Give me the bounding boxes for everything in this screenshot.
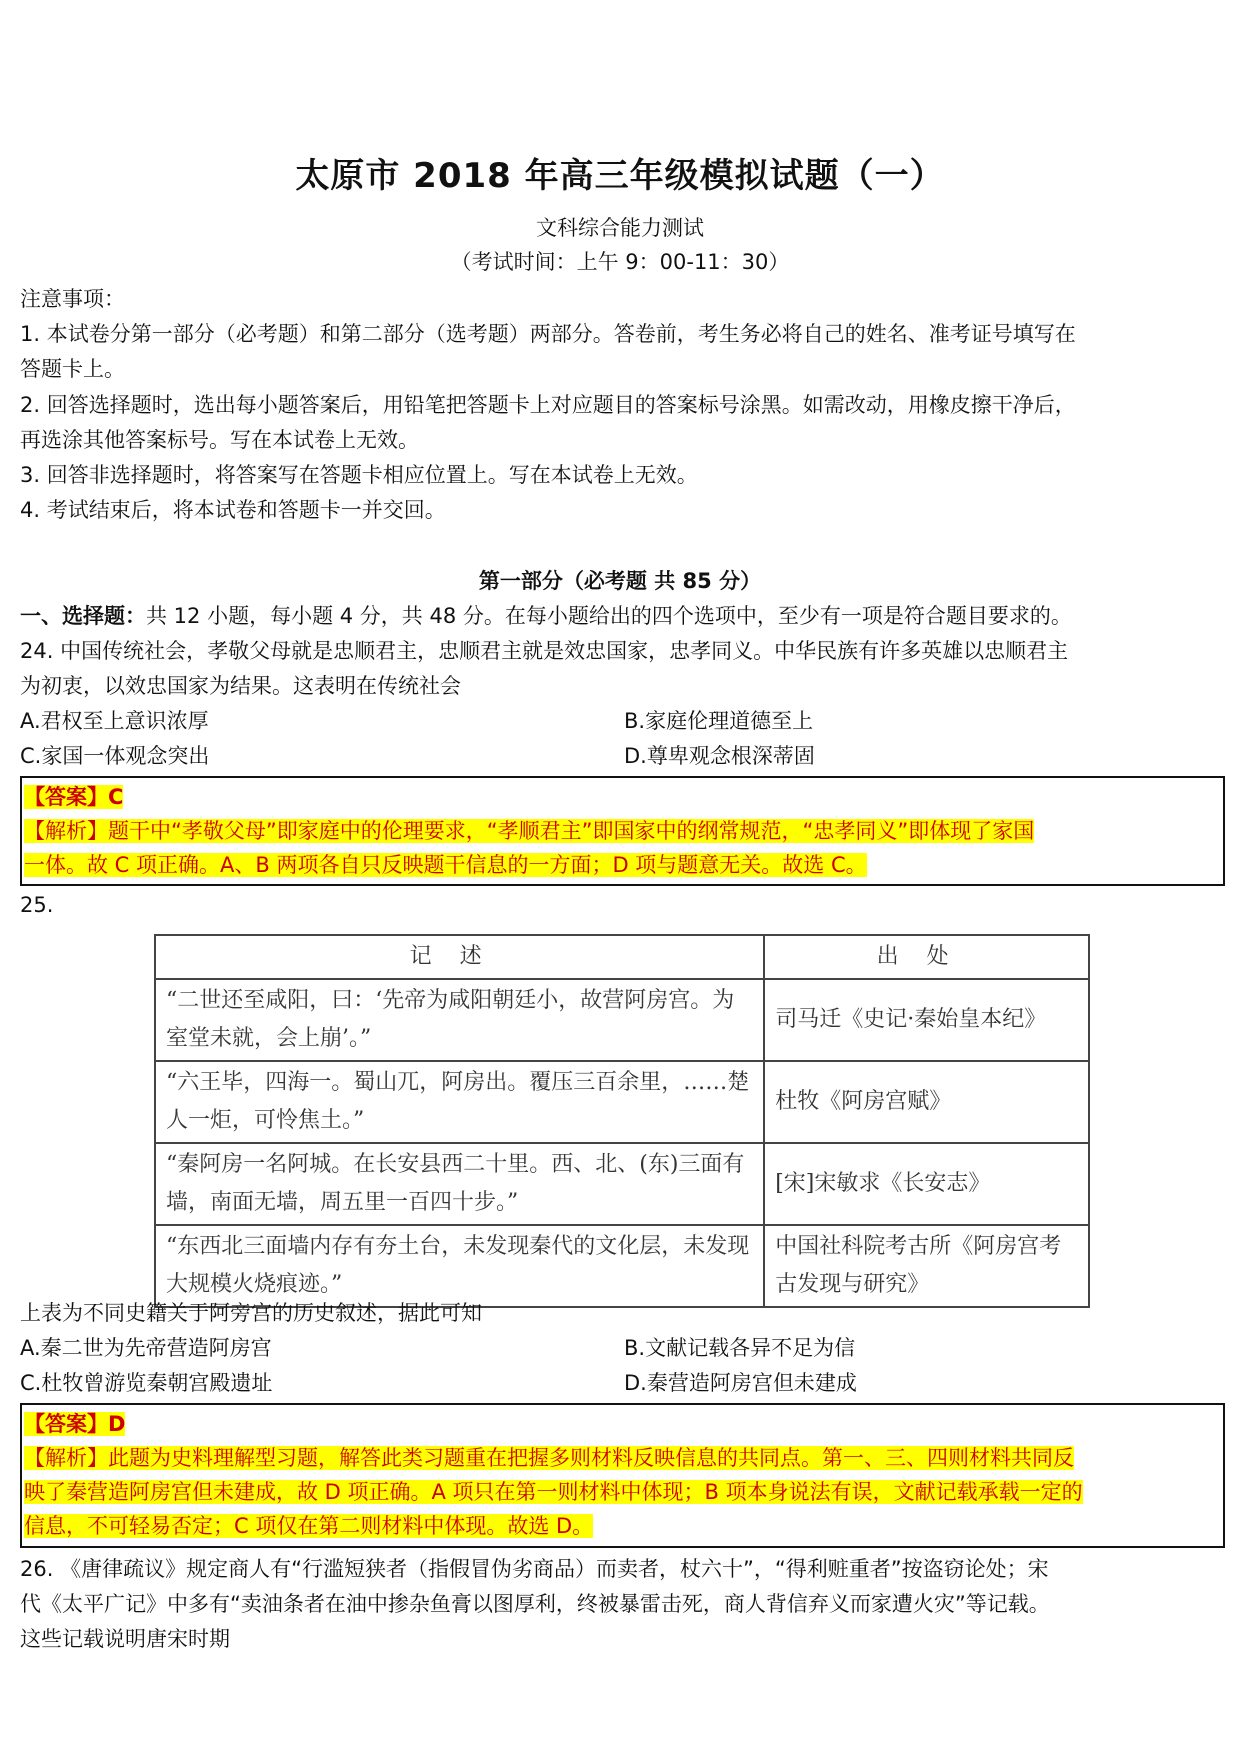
q26-stem-line: 这些记载说明唐宋时期 (20, 1627, 230, 1651)
q24-answer-box (20, 776, 1225, 886)
q24-analysis-line: 一体。故 C 项正确。A、B 两项各自只反映题干信息的一方面；D 项与题意无关。故选 C。 (24, 853, 867, 877)
q25-analysis-line: 映了秦营造阿房宫但未建成，故 D 项正确。A 项只在第一则材料中体现；B 项本身说法有误，文献记载承载一定的 (24, 1480, 1083, 1504)
table-cell-record: “秦阿房一名阿城。在长安县西二十里。西、北、(东)三面有墙，南面无墙，周五里一百四十步。” (155, 1143, 764, 1225)
q25-option-d: D.秦营造阿房宫但未建成 (624, 1371, 857, 1395)
table-row (155, 979, 1089, 1061)
q24-option-row (20, 704, 1225, 738)
notice-line: 4. 考试结束后，将本试卷和答题卡一并交回。 (20, 498, 446, 522)
q25-option-row (20, 1366, 1225, 1400)
table-row (155, 1225, 1089, 1307)
historical-sources-table (154, 934, 1090, 1308)
notice-line: 答题卡上。 (20, 357, 125, 381)
q24-analysis-line: 【解析】题干中“孝敬父母”即家庭中的伦理要求，“孝顺君主”即国家中的纲常规范，“忠孝同义”即体现了家国 (24, 819, 1035, 843)
exam-title: 太原市 2018 年高三年级模拟试题（一） (295, 156, 945, 196)
q25-option-c: C.杜牧曾游览秦朝宫殿遗址 (20, 1371, 273, 1395)
q26-stem-line: 代《太平广记》中多有“卖油条者在油中掺杂鱼膏以图厚利，终被暴雷击死，商人背信弃义而家遭火灾”等记载。 (20, 1592, 1050, 1616)
section-rest: 共 12 小题，每小题 4 分，共 48 分。在每小题给出的四个选项中，至少有一项是符合题目要求的。 (146, 604, 1072, 628)
q25-answer: 【答案】D (24, 1412, 126, 1436)
q25-analysis-line: 【解析】此题为史料理解型习题，解答此类习题重在把握多则材料反映信息的共同点。第一、三、四则材料共同反 (24, 1446, 1074, 1470)
table-header-record: 记述 (155, 935, 764, 979)
table-row (155, 1061, 1089, 1143)
q25-option-a: A.秦二世为先帝营造阿房宫 (20, 1336, 272, 1360)
table-cell-source: [宋]宋敏求《长安志》 (764, 1143, 1089, 1225)
section-lead: 一、选择题： (20, 604, 146, 628)
table-header-row (155, 935, 1089, 979)
part1-heading: 第一部分（必考题 共 85 分） (478, 569, 762, 593)
table-cell-record: “东西北三面墙内存有夯土台，未发现秦代的文化层，未发现大规模火烧痕迹。” (155, 1225, 764, 1307)
notice-line: 再选涂其他答案标号。写在本试卷上无效。 (20, 428, 419, 452)
table-row (155, 1143, 1089, 1225)
exam-time: （考试时间：上午 9：00-11：30） (450, 250, 790, 274)
q25-option-b: B.文献记载各异不足为信 (624, 1336, 856, 1360)
q25-analysis-line: 信息，不可轻易否定；C 项仅在第二则材料中体现。故选 D。 (24, 1514, 594, 1538)
table-header-source: 出处 (764, 935, 1089, 979)
q24-option-a: A.君权至上意识浓厚 (20, 709, 209, 733)
table-cell-record: “二世还至咸阳，曰：‘先帝为咸阳朝廷小，故营阿房宫。为室堂未就，会上崩’。” (155, 979, 764, 1061)
q24-stem-line: 24. 中国传统社会，孝敬父母就是忠顺君主，忠顺君主就是效忠国家，忠孝同义。中华民族有许多英雄以忠顺君主 (20, 639, 1069, 663)
notice-line: 3. 回答非选择题时，将答案写在答题卡相应位置上。写在本试卷上无效。 (20, 463, 698, 487)
q24-option-c: C.家国一体观念突出 (20, 744, 210, 768)
q25-answer-box (20, 1403, 1225, 1548)
q25-number: 25. (20, 893, 54, 917)
table-cell-source: 杜牧《阿房宫赋》 (764, 1061, 1089, 1143)
q26-stem-line: 26. 《唐律疏议》规定商人有“行滥短狭者（指假冒伪劣商品）而卖者，杖六十”，“得利赃重者”按盗窃论处；宋 (20, 1557, 1049, 1581)
notice-line: 1. 本试卷分第一部分（必考题）和第二部分（选考题）两部分。答卷前，考生务必将自己的姓名、准考证号填写在 (20, 322, 1076, 346)
q24-option-d: D.尊卑观念根深蒂固 (624, 744, 815, 768)
table-cell-source: 中国社科院考古所《阿房宫考古发现与研究》 (764, 1225, 1089, 1307)
notice-line: 2. 回答选择题时，选出每小题答案后，用铅笔把答题卡上对应题目的答案标号涂黑。如需改动，用橡皮擦干净后， (20, 393, 1076, 417)
table-cell-source: 司马迁《史记·秦始皇本纪》 (764, 979, 1089, 1061)
table-cell-record: “六王毕，四海一。蜀山兀，阿房出。覆压三百余里，……楚人一炬，可怜焦土。” (155, 1061, 764, 1143)
notice-heading: 注意事项： (20, 287, 125, 311)
q24-option-row (20, 739, 1225, 773)
q24-option-b: B.家庭伦理道德至上 (624, 709, 814, 733)
q24-stem-line: 为初衷，以效忠国家为结果。这表明在传统社会 (20, 674, 461, 698)
q24-answer: 【答案】C (24, 785, 124, 809)
q25-option-row (20, 1331, 1225, 1365)
exam-subtitle: 文科综合能力测试 (536, 216, 704, 240)
q25-stem: 上表为不同史籍关于阿旁宫的历史叙述，据此可知 (20, 1301, 482, 1325)
section-instructions (20, 599, 1225, 633)
